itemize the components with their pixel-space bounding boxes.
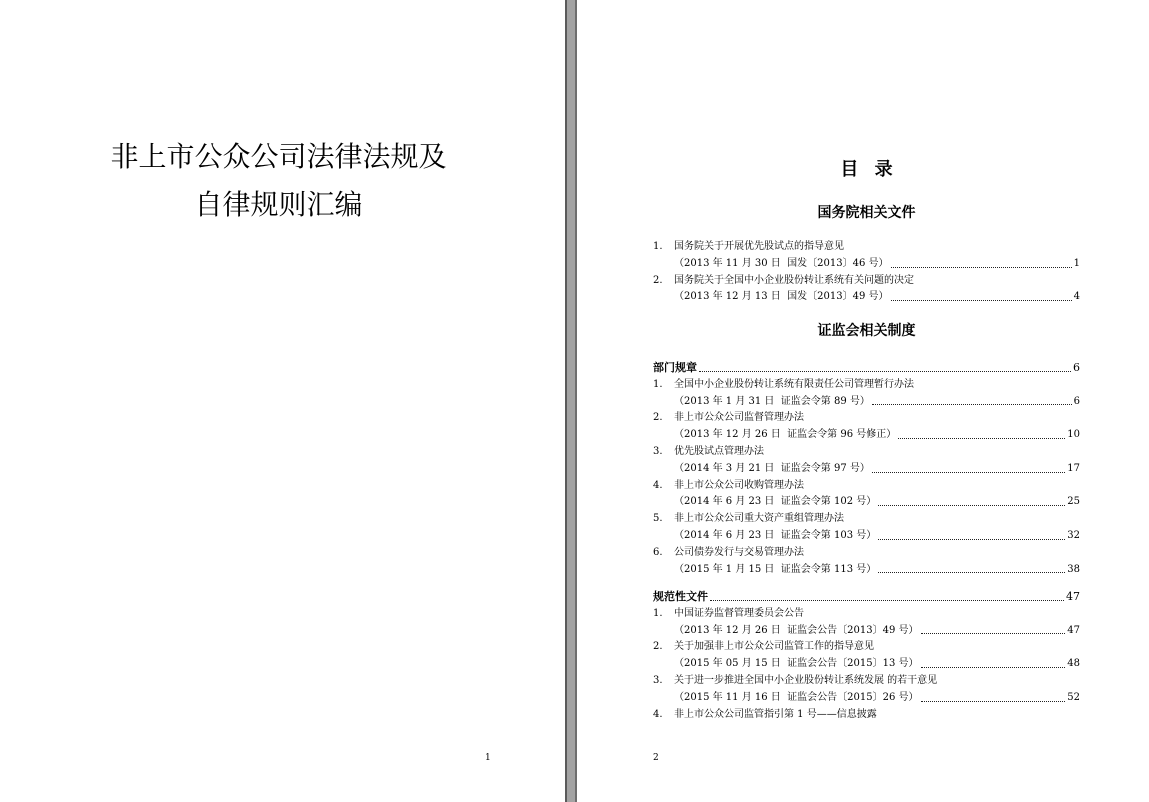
dot-leader: [699, 371, 1071, 372]
toc-heading: 目 录: [840, 159, 893, 180]
dot-leader: [878, 539, 1065, 540]
dot-leader: [898, 438, 1065, 439]
dot-leader: [921, 633, 1066, 634]
page-gutter: [565, 0, 577, 802]
entry-source: （2013 年 12 月 26 日 证监会令第 96 号修正）: [674, 429, 897, 441]
group-page: 47: [1066, 590, 1080, 603]
entry-number: 4.: [653, 479, 663, 491]
entry-number: 3.: [653, 445, 663, 457]
toc-group-heading[interactable]: [653, 589, 1080, 606]
entry-source: （2013 年 11 月 30 日 国发〔2013〕46 号）: [674, 257, 889, 269]
toc-entry[interactable]: [653, 545, 1080, 579]
dot-leader: [710, 600, 1064, 601]
entry-number: 3.: [653, 674, 663, 686]
entry-source: （2014 年 3 月 21 日 证监会令第 97 号）: [674, 462, 870, 474]
entry-number: 2.: [653, 412, 663, 424]
dot-leader: [878, 572, 1065, 573]
entry-number: 1.: [653, 378, 663, 390]
dot-leader: [878, 505, 1065, 506]
dot-leader: [921, 667, 1066, 668]
entry-page: 17: [1067, 462, 1080, 474]
section-heading-csrc: 证监会相关制度: [817, 323, 916, 339]
entry-source: （2014 年 6 月 23 日 证监会令第 103 号）: [674, 529, 877, 541]
page-number: 1: [485, 753, 491, 763]
dot-leader: [921, 701, 1066, 702]
toc-entry[interactable]: [653, 707, 1080, 724]
entry-page: 52: [1067, 691, 1080, 703]
entry-title: 非上市公众公司收购管理办法: [674, 479, 804, 491]
page-2[interactable]: [577, 0, 1149, 802]
cover-title-line-1: 非上市公众公司法律法规及: [110, 140, 447, 173]
entry-page: 38: [1067, 563, 1080, 575]
page-number: 2: [653, 753, 659, 763]
group-title: 规范性文件: [653, 590, 708, 603]
toc-entry[interactable]: [653, 444, 1080, 478]
entry-source: （2015 年 11 月 16 日 证监会公告〔2015〕26 号）: [674, 691, 919, 703]
entry-title: 国务院关于开展优先股试点的指导意见: [674, 241, 844, 252]
dot-leader: [872, 472, 1065, 473]
entry-number: 2.: [653, 274, 663, 286]
toc-section-state-council: [653, 239, 1080, 306]
cover-title-line-2: 自律规则汇编: [194, 188, 363, 221]
entry-number: 4.: [653, 708, 663, 720]
entry-source: （2015 年 05 月 15 日 证监会公告〔2015〕13 号）: [674, 658, 919, 670]
toc-entry[interactable]: [653, 273, 1080, 307]
entry-page: 4: [1073, 291, 1080, 303]
section-heading-state-council: 国务院相关文件: [817, 205, 916, 221]
entry-page: 6: [1073, 395, 1080, 407]
toc-entry[interactable]: [653, 606, 1080, 640]
entry-page: 48: [1067, 658, 1080, 670]
entry-source: （2013 年 12 月 13 日 国发〔2013〕49 号）: [674, 291, 889, 303]
entry-title: 关于加强非上市公众公司监管工作的指导意见: [674, 641, 874, 653]
toc-entry[interactable]: [653, 478, 1080, 512]
entry-title: 非上市公众公司监管指引第 1 号——信息披露: [674, 708, 877, 720]
group-page: 6: [1073, 361, 1080, 374]
entry-number: 5.: [653, 513, 663, 525]
entry-number: 1.: [653, 241, 663, 252]
entry-number: 2.: [653, 641, 663, 653]
toc-group-department-rules: [653, 360, 1080, 578]
group-title: 部门规章: [653, 361, 697, 374]
toc-group-heading[interactable]: [653, 360, 1080, 377]
entry-number: 1.: [653, 607, 663, 619]
toc-entry[interactable]: [653, 511, 1080, 545]
entry-page: 1: [1073, 257, 1080, 269]
entry-page: 10: [1067, 429, 1080, 441]
entry-number: 6.: [653, 546, 663, 558]
entry-page: 47: [1067, 624, 1080, 636]
page-1[interactable]: [0, 0, 565, 802]
toc-entry[interactable]: [653, 639, 1080, 673]
entry-title: 非上市公众公司监督管理办法: [674, 412, 804, 424]
toc-entry[interactable]: [653, 410, 1080, 444]
entry-title: 全国中小企业股份转让系统有限责任公司管理暂行办法: [674, 378, 914, 390]
dot-leader: [872, 404, 1072, 405]
dot-leader: [891, 267, 1072, 268]
entry-page: 25: [1067, 496, 1080, 508]
toc-entry[interactable]: [653, 673, 1080, 707]
entry-title: 中国证券监督管理委员会公告: [674, 607, 804, 619]
dot-leader: [891, 300, 1072, 301]
entry-title: 优先股试点管理办法: [674, 445, 764, 457]
entry-page: 32: [1067, 529, 1080, 541]
toc-entry[interactable]: [653, 239, 1080, 273]
toc-entry[interactable]: [653, 377, 1080, 411]
entry-title: 国务院关于全国中小企业股份转让系统有关问题的决定: [674, 274, 914, 286]
toc-group-normative-documents: [653, 589, 1080, 723]
entry-source: （2013 年 12 月 26 日 证监会公告〔2013〕49 号）: [674, 624, 919, 636]
entry-title: 关于进一步推进全国中小企业股份转让系统发展 的若干意见: [674, 674, 938, 686]
entry-source: （2015 年 1 月 15 日 证监会令第 113 号）: [674, 563, 877, 575]
entry-source: （2013 年 1 月 31 日 证监会令第 89 号）: [674, 395, 870, 407]
entry-source: （2014 年 6 月 23 日 证监会令第 102 号）: [674, 496, 877, 508]
entry-title: 公司债券发行与交易管理办法: [674, 546, 804, 558]
entry-title: 非上市公众公司重大资产重组管理办法: [674, 513, 844, 525]
